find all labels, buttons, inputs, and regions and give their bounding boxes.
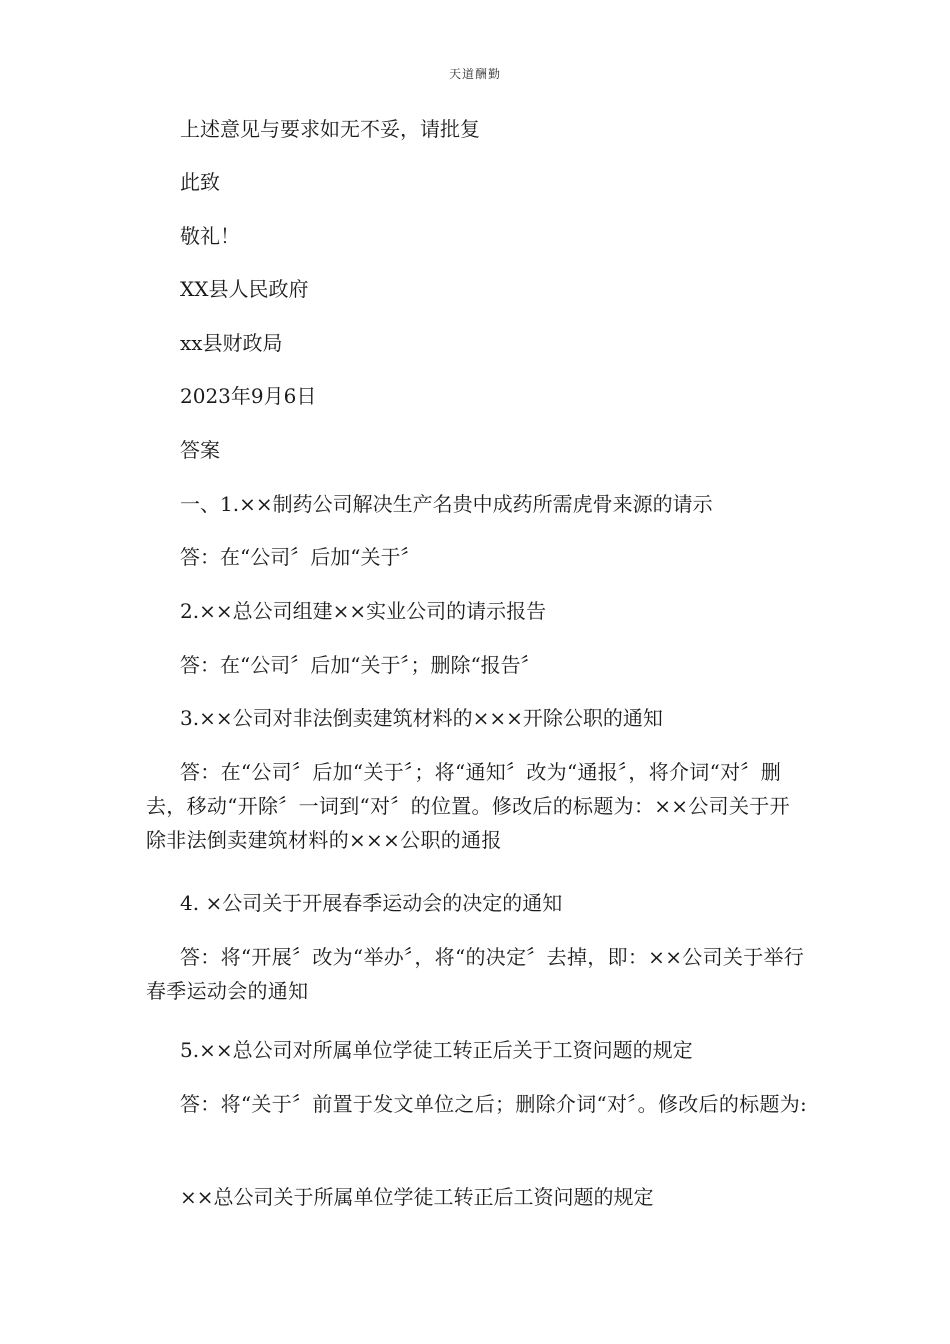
answer-5: 答：将“关于〞前置于发文单位之后；删除介词“对〞。修改后的标题为:: [180, 1092, 808, 1116]
question-1: 一、1.××制药公司解决生产名贵中成药所需虎骨来源的请示: [180, 492, 713, 516]
salutation-line-2: 敬礼！: [180, 224, 240, 248]
answer-1: 答：在“公司〞后加“关于〞: [180, 545, 421, 569]
answer-2: 答：在“公司〞后加“关于〞；删除“报告〞: [180, 653, 541, 677]
salutation-line-1: 此致: [180, 170, 220, 194]
question-5: 5.××总公司对所属单位学徒工转正后关于工资问题的规定: [180, 1038, 693, 1062]
signatory-government: XX县人民政府: [180, 277, 309, 301]
answer-4: 答：将“开展〞改为“举办〞，将“的决定〞去掉，即：××公司关于举行春季运动会的通知: [146, 945, 805, 1003]
question-4: 4. ×公司关于开展春季运动会的决定的通知: [180, 891, 563, 915]
answer-3: 答：在“公司〞后加“关于〞；将“通知〞改为“通报〞，将介词“对〞删去，移动“开除〞一词到“对〞的位置。修改后的标题为：××公司关于开除非法倒卖建筑材料的×××公职的通报: [146, 760, 790, 852]
answer-heading: 答案: [180, 438, 220, 462]
revised-title-5: ××总公司关于所属单位学徒工转正后工资问题的规定: [180, 1185, 654, 1209]
document-date: 2023年9月6日: [180, 384, 317, 408]
question-3: 3.××公司对非法倒卖建筑材料的×××开除公职的通知: [180, 706, 663, 730]
question-2: 2.××总公司组建××实业公司的请示报告: [180, 599, 547, 623]
page-header: 天道酬勤: [448, 67, 501, 81]
closing-request: 上述意见与要求如无不妥，请批复: [180, 117, 480, 141]
signatory-finance-bureau: xx县财政局: [180, 331, 283, 355]
